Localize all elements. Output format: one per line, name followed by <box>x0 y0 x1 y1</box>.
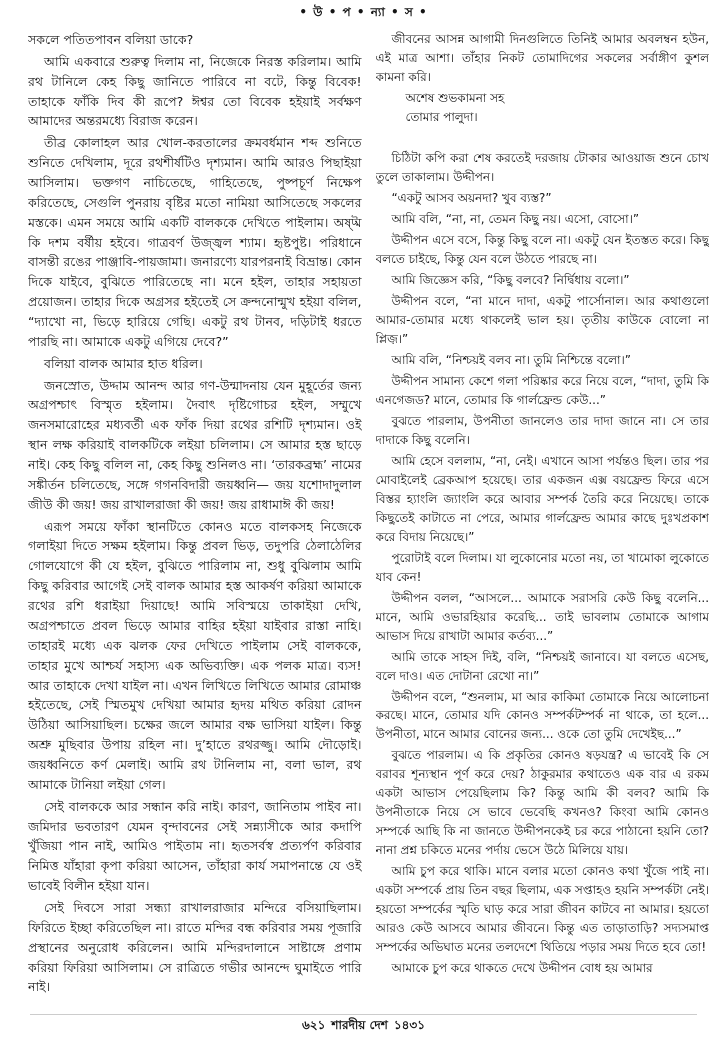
letter-signoff: অশেষ শুভকামনা সহ <box>405 90 505 105</box>
paragraph: বলিয়া বালক আমার হাত ধরিল। <box>44 355 203 371</box>
body-columns <box>28 30 709 1008</box>
page-footer <box>0 1018 727 1036</box>
paragraph: উদ্দীপন বলে, “শুনলাম, মা আর কাকিমা তোমাকে নিয়ে আলোচনা করছে। মানে, তোমার যদি কোনও সম্পর্কটম্পর্ক না থাকে, তা হলে... উপনীতা, মানে আমার বোনের জন্য... ওকে তো তুমি দেখেইছ...” <box>375 689 709 742</box>
paragraph: “একটু আসব অয়নদা? খুব ব্যস্ত?” <box>391 190 552 205</box>
paragraph: আমি বলি, “না, না, তেমন কিছু নয়। এসো, বোসো।” <box>391 211 640 226</box>
section-header: • উ • প • ন্যা • স • <box>299 5 428 19</box>
right-column <box>376 30 710 1008</box>
magazine-name: শারদীয় দেশ <box>331 1018 388 1032</box>
issue-year: ১৪৩১ <box>393 1018 426 1032</box>
page-number: ৬২১ <box>301 1018 326 1032</box>
paragraph: এরূপ সময়ে ফাঁকা স্থানটিতে কোনও মতে বালকসহ নিজেকে গলাইয়া দিতে সক্ষম হইলাম। কিন্তু প্রবল ভিড়, তদুপরি ঠেলাঠেলির গোলযোগে কী যে হইল, বুঝিতে পারিলাম না, শুধু বুঝিলাম আমি কিছু করিবার আগেই সেই বালক আমার হস্ত আকর্ষণ করিয়া আমাকে রথের রশি ধরাইয়া দিয়াছে! আমি সবিস্ময়ে তাকাইয়া দেখি, অগ্রপশ্চাতে প্রবল ভিড়ে আমার বাহির হইয়া যাইবার রাস্তা নাহি। তাহারই মধ্যে এক ঝলক ফের দেখিতে পাইলাম সেই বালককে, তাহার মুখে আশ্চর্য সহাস্য এক অভিব্যক্তি। এক পলক মাত্র। ব্যস! আর তাহাকে দেখা যাইল না। এখন লিখিতে লিখিতে আমার রোমাঞ্চ হইতেছে, সেই স্মিতমুখ দেখিয়া আমার হৃদয় মথিত করিয়া রোদন উঠিয়া আসিয়াছিল। চক্ষের জলে আমার বক্ষ ভাসিয়া যাইল। কিন্তু অশ্রু মুছিবার উপায় রহিল না। দু’হাতে রথরজ্জু। আমি দৌড়োই। জয়ধ্বনিতে কর্ণ মেলাই। আমি রথ টানিলাম না, বলা ভাল, রথ আমাকে টানিয়া লইয়া গেল। <box>28 518 362 792</box>
paragraph: বুঝতে পারলাম, উপনীতা জানলেও তার দাদা জানে না। সে তার দাদাকে কিছু বলেনি। <box>375 413 709 447</box>
paragraph: সকলে পতিতপাবন বলিয়া ডাকে? <box>28 32 194 47</box>
paragraph: আমি জিজ্ঞেস করি, “কিছু বলবে? নির্দ্বিধায় বলো।” <box>391 272 630 287</box>
paragraph: তীব্র কোলাহল আর খোল-করতালের ক্রমবর্ধমান শব্দ শুনিতে শুনিতে দেখিলাম, দূরে রথশীর্ষটিও দৃশ্যমান। আমি আরও পিছাইয়া আসিলাম। ভক্তগণ নাচিতেছে, গাহিতেছে, পুষ্পচূর্ণ নিক্ষেপ করিতেছে, সেগুলি পুনরায় বৃষ্টির মতো নামিয়া আসিতেছে সকলের মস্তকে। এমন সময়ে আমি একটি বালককে দেখিতে পাইলাম। অষ্ট্ম কি দশম বর্ষীয় হইবে। গাত্রবর্ণ উজ্জ্বল শ্যাম। হৃষ্টপুষ্ট। পরিধানে বাসন্তী রঙের পাঞ্জাবি-পায়জামা। জনারণ্যে যারপরনাই বিভ্রান্ত। কোন দিকে যাইবে, বুঝিতে পারিতেছে না। মনে হইল, তাহার সহায়তা প্রয়োজন। তাহার দিকে অগ্রসর হইতেই সে ক্রন্দনোন্মুখ হইয়া বলিল, “দ্যাখো না, ভিড়ে হারিয়ে গেছি। একটু রথ টানব, দড়িটাই ধরতে পারছি না। আমাকে একটু এগিয়ে দেবে?” <box>28 135 362 349</box>
letter-closing-paragraph: জীবনের আসন্ন আগামী দিনগুলিতে তিনিই আমার অবলম্বন হউন, এই মাত্র আশা। তাঁহার নিকট তোমাদিগের সকলের সর্বাঙ্গীণ কুশল কামনা করি। <box>375 32 709 84</box>
paragraph: সেই দিবসে সারা সন্ধ্যা রাখালরাজার মন্দিরে বসিয়াছিলাম। ফিরিতে ইচ্ছা করিতেছিল না। রাতে মন্দির বন্ধ করিবার সময় পূজারি প্রস্থানের অনুরোধ করিলেন। আমি মন্দিরদালানে সাষ্টাঙ্গে প্রণাম করিয়া ফিরিয়া আসিলাম। সে রাত্রিতে গভীর আনন্দে ঘুমাইতে পারি নাই। <box>28 899 362 995</box>
footer-rule <box>30 1014 697 1015</box>
paragraph: উদ্দীপন বলল, “আসলে... আমাকে সরাসরি কেউ কিছু বলেনি... মানে, আমি ওভারহিয়ার করেছি... তাই ভাবলাম তোমাকে আগাম আভাস দিয়ে রাখাটা আমার কর্তব্য...” <box>375 590 709 643</box>
paragraph: সেই বালককে আর সন্ধান করি নাই। কারণ, জানিতাম পাইব না। জমিদার ভবতারণ যেমন বৃন্দাবনের সেই সন্ন্যাসীকে আর কদাপি খুঁজিয়া পান নাই, আমিও পাইতাম না। হৃতসর্বস্ব প্রত্যর্পণ করিবার নিমিত্ত যাঁহারা কৃপা করিয়া আসেন, তাঁহারা কার্য সমাপনান্তে যে ওই ভাবেই বিলীন হইয়া যান। <box>28 798 362 894</box>
letter-signature: তোমার পালুদা। <box>405 109 478 124</box>
paragraph: আমি একবারে শুরুত্ব দিলাম না, নিজেকে নিরস্ত করিলাম। আমি রথ টানিলে কেহ কিছু জানিতে পারিবে না বটে, কিন্তু বিবেক! তাহাকে ফাঁকি দিব কী রূপে? ঈশ্বর তো বিবেক হইয়াই সর্বক্ষণ আমাদের অন্তরমধ্যে বিরাজ করেন। <box>28 53 362 129</box>
left-column <box>28 30 362 1008</box>
paragraph: আমি হেসে বললাম, “না, নেই। এখানে আসা পর্যন্তও ছিল। তার পর মোবাইলেই ব্রেকআপ হয়েছে। তার একজন এক্স বয়ফ্রেন্ড ফিরে এসে বিস্তর হ্যাংলি জ্যাংলি করে আবার সম্পর্ক তৈরি করে নিয়েছে। তাকে কিছুতেই কাটাতে না পেরে, আমার গার্লফ্রেন্ড আমার কাছে দুঃখপ্রকাশ করে বিদায় নিয়েছে।” <box>375 453 709 544</box>
paragraph: পুরোটাই বলে দিলাম। যা লুকোনোর মতো নয়, তা খামোকা লুকোতে যাব কেন! <box>375 550 709 584</box>
paragraph: উদ্দীপন বলে, “না মানে দাদা, একটু পার্সোনাল। আর কথাগুলো আমার-তোমার মধ্যে থাকলেই ভাল হয়। তৃতীয় কাউকে বোলো না প্লিজ়।” <box>375 293 709 346</box>
paragraph: আমি চুপ করে থাকি। মানে বলার মতো কোনও কথা খুঁজে পাই না। একটা সম্পর্কে প্রায় তিন বছর ছিলাম, এক সপ্তাহও হয়নি সম্পর্কটা নেই। হয়তো সম্পর্কের স্মৃতি ঘাড় করে সারা জীবন কাটবে না আমার। হয়তো আরও কেউ আসবে আমার জীবনে। কিন্তু এত তাড়াতাড়ি? সদ্যসমাপ্ত সম্পর্কের অভিঘাত মনের তলদেশে থিতিয়ে পড়ার সময় দিতে হবে তো! <box>375 864 709 955</box>
paragraph: চিঠিটা কপি করা শেষ করতেই দরজায় টোকার আওয়াজ শুনে চোখ তুলে তাকালাম। উদ্দীপন। <box>375 150 709 184</box>
paragraph: বুঝতে পারলাম। এ কি প্রকৃতির কোনও ষড়যন্ত্র? এ ভাবেই কি সে বরাবর শূন্যস্থান পূর্ণ করে দেয়? ঠাকুরমার কথাতেও এক বার এ রকম একটা আভাস পেয়েছিলাম কি? কিন্তু আমি কী বলব? আমি কি উপনীতাকে নিয়ে সে ভাবে ভেবেছি কখনও? কিংবা আমি কোনও সম্পর্কে আছি কি না জানতে উদ্দীপনকেই চর করে পাঠানো হয়নি তো? নানা প্রশ্ন চকিতে মনের পর্দায় ভেসে উঠে মিলিয়ে যায়। <box>375 748 709 858</box>
paragraph: উদ্দীপন এসে বসে, কিন্তু কিছু বলে না। একটু যেন ইতস্তত করে। কিছু বলতে চাইছে, কিন্তু যেন বলে উঠতে পারছে না। <box>375 232 709 266</box>
paragraph: আমাকে চুপ করে থাকতে দেখে উদ্দীপন বোধ হয় আমার <box>391 961 653 976</box>
paragraph: আমি তাকে সাহস দিই, বলি, “নিশ্চয়ই জানাবে। যা বলতে এসেছ, বলে দাও। এত দোটানা রেখো না।” <box>375 649 709 683</box>
paragraph: জনস্রোত, উদ্দাম আনন্দ আর গণ-উন্মাদনায় যেন মুহূর্তের জন্য অগ্রপশ্চাৎ বিস্মৃত হইলাম। দৈবাৎ দৃষ্টিগোচর হইল, সম্মুখে জনসমারোহের মধ্যবর্তী এক ফাঁক দিয়া রথের রশিটি দৃশ্যমান। ওই স্থান লক্ষ করিয়াই বালকটিকে লইয়া চলিলাম। সে আমার হস্ত ছাড়ে নাই। কেহ কিছু বলিল না, কেহ কিছু শুনিলও না। ‘তারকব্রহ্ম’ নামের সঙ্কীর্তন চলিতেছে, সঙ্গে গগনবিদারী জয়ধ্বনি— জয় যশোদাদুলাল জীউ কী জয়! জয় রাখালরাজা কী জয়! জয় রাধামাঈ কী জয়! <box>28 377 362 512</box>
paragraph: আমি বলি, “নিশ্চয়ই বলব না। তুমি নিশ্চিন্তে বলো।” <box>391 352 631 367</box>
paragraph: উদ্দীপন সামান্য কেশে গলা পরিষ্কার করে নিয়ে বলে, “দাদা, তুমি কি এনগেজড? মানে, তোমার কি গার্লফ্রেন্ড কেউ...” <box>375 373 709 407</box>
